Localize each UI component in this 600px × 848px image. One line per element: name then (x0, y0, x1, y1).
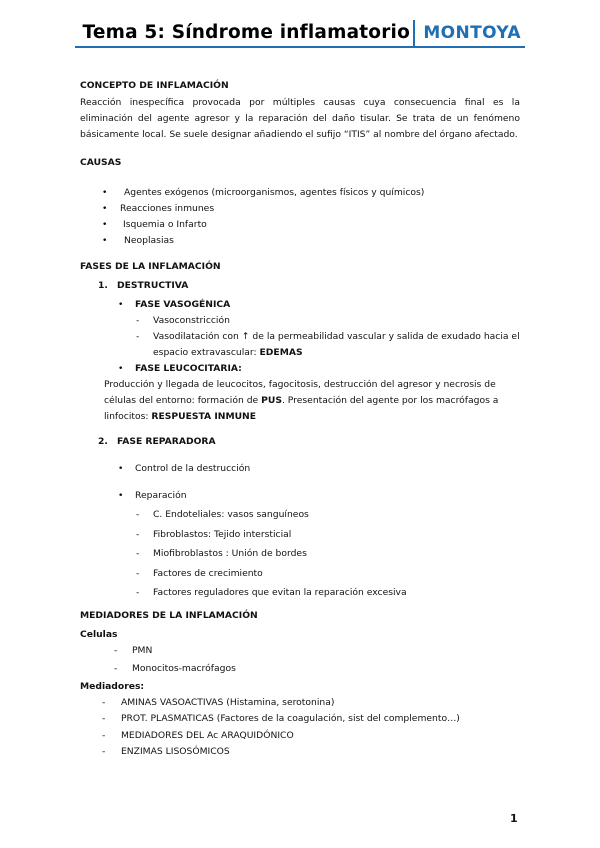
list-item (80, 488, 520, 504)
mediador-item: AMINAS VASOACTIVAS (Histamina, serotonina) (121, 696, 335, 708)
header-divider (413, 20, 415, 48)
leucocitaria-line (80, 409, 520, 425)
list-item (80, 313, 520, 329)
heading-causas: CAUSAS (80, 157, 122, 168)
mediadores-label: Mediadores: (80, 680, 145, 692)
vasogenica-item-2: Vasodilatación con ↑ de la permeabilidad vascular y salida de exudado hacia el (153, 331, 520, 342)
reparacion-item: Factores reguladores que evitan la reparación excesiva (153, 587, 407, 598)
bullet: • (118, 299, 124, 310)
dash: - (136, 315, 140, 326)
bullet: • (102, 187, 108, 198)
list-item (80, 507, 520, 527)
heading-mediadores: MEDIADORES DE LA INFLAMACIÓN (80, 609, 258, 621)
leucocitaria-text: linfocitos: RESPUESTA INMUNE (104, 411, 257, 422)
reparacion-item: Factores de crecimiento (153, 567, 263, 579)
dash: - (136, 509, 140, 520)
list-item (80, 461, 520, 477)
vasogenica-item: Vasoconstricción (153, 315, 230, 326)
mediador-item: MEDIADORES DEL Ac ARAQUIDÓNICO (121, 729, 294, 741)
fase-leucocitaria-label: FASE LEUCOCITARIA: (135, 363, 242, 374)
page-header (75, 18, 525, 48)
list-item (80, 585, 520, 605)
causa-item: Isquemia o Infarto (123, 219, 207, 230)
fase-vasogenica (80, 297, 520, 313)
list-number: 2. (98, 436, 108, 447)
list-item (80, 661, 520, 679)
dash: - (136, 528, 140, 540)
celula-item: PMN (132, 644, 153, 656)
celulas-label: Celulas (80, 628, 118, 640)
arrow-up-icon: ↑ (241, 331, 250, 342)
list-item (80, 201, 520, 217)
reparadora-item: Reparación (135, 490, 187, 501)
list-item (80, 185, 520, 201)
heading-fases: FASES DE LA INFLAMACIÓN (80, 261, 221, 272)
dash: - (136, 548, 140, 559)
list-item (80, 643, 520, 661)
list-item (80, 217, 520, 233)
reparacion-item: C. Endoteliales: vasos sanguíneos (153, 509, 309, 520)
mediador-item: PROT. PLASMATICAS (Factores de la coagulación, sist del complemento…) (121, 713, 460, 724)
page-number: 1 (510, 812, 518, 825)
causa-item: Neoplasias (124, 235, 174, 246)
mediador-item: ENZIMAS LISOSÓMICOS (121, 746, 230, 757)
vasogenica-item-2-line2: espacio extravascular: EDEMAS (153, 347, 303, 358)
bullet: • (102, 203, 108, 214)
reparacion-item: Miofibroblastos : Unión de bordes (153, 548, 307, 559)
heading-concepto: CONCEPTO DE INFLAMACIÓN (80, 80, 229, 91)
list-item (80, 695, 520, 712)
dash: - (136, 331, 140, 342)
list-item (80, 711, 520, 728)
dash: - (136, 567, 140, 579)
dash: - (114, 644, 118, 656)
causa-item: Agentes exógenos (microorganismos, agentes físicos y químicos) (124, 187, 425, 198)
list-number: 1. (98, 280, 108, 291)
document-body (80, 78, 520, 761)
reparadora-item: Control de la destrucción (135, 463, 251, 474)
reparacion-item: Fibroblastos: Tejido intersticial (153, 528, 292, 540)
dash: - (102, 696, 106, 708)
causas-list (80, 185, 520, 249)
bullet: • (118, 463, 124, 474)
document-title: Tema 5: Síndrome inflamatorio (82, 22, 410, 43)
list-item (80, 329, 520, 345)
dash: - (136, 587, 140, 598)
list-item (80, 744, 520, 761)
leucocitaria-line (80, 377, 520, 393)
dash: - (102, 729, 106, 741)
dash: - (102, 713, 106, 724)
dash: - (102, 746, 106, 757)
fase-reparadora (80, 434, 520, 450)
list-item (80, 527, 520, 547)
causa-item: Reacciones inmunes (120, 203, 215, 214)
bullet: • (118, 363, 124, 374)
dash: - (114, 662, 118, 674)
list-item (80, 233, 520, 249)
fase-destructiva-label: DESTRUCTIVA (117, 280, 189, 291)
celula-item: Monocitos-macrófagos (132, 662, 236, 674)
leucocitaria-text: Producción y llegada de leucocitos, fagocitosis, destrucción del agresor y necrosis de (104, 379, 496, 390)
leucocitaria-line (80, 393, 520, 409)
bullet: • (118, 490, 124, 501)
author-name: MONTOYA (423, 23, 521, 43)
concepto-paragraph: Reacción inespecífica provocada por múltiples causas cuya consecuencia final es la eliminación del agente agresor y la reparación del daño tisular. Se trata de un fenómeno básicamente local. Se suele designar añadiendo el sufijo “ITIS” al nombre del órgano afectado. (80, 97, 520, 140)
fase-reparadora-label: FASE REPARADORA (117, 436, 216, 447)
fase-leucocitaria (80, 361, 520, 377)
list-item (80, 728, 520, 745)
list-item (80, 566, 520, 586)
bullet: • (102, 219, 108, 230)
reparacion-sublist (80, 507, 520, 605)
fase-vasogenica-label: FASE VASOGÉNICA (135, 299, 231, 310)
fase-destructiva (80, 278, 520, 294)
list-item (80, 546, 520, 566)
bullet: • (102, 235, 108, 246)
list-item-continuation (80, 345, 520, 361)
leucocitaria-text: células del entorno: formación de PUS. Presentación del agente por los macrófagos a (104, 395, 499, 406)
